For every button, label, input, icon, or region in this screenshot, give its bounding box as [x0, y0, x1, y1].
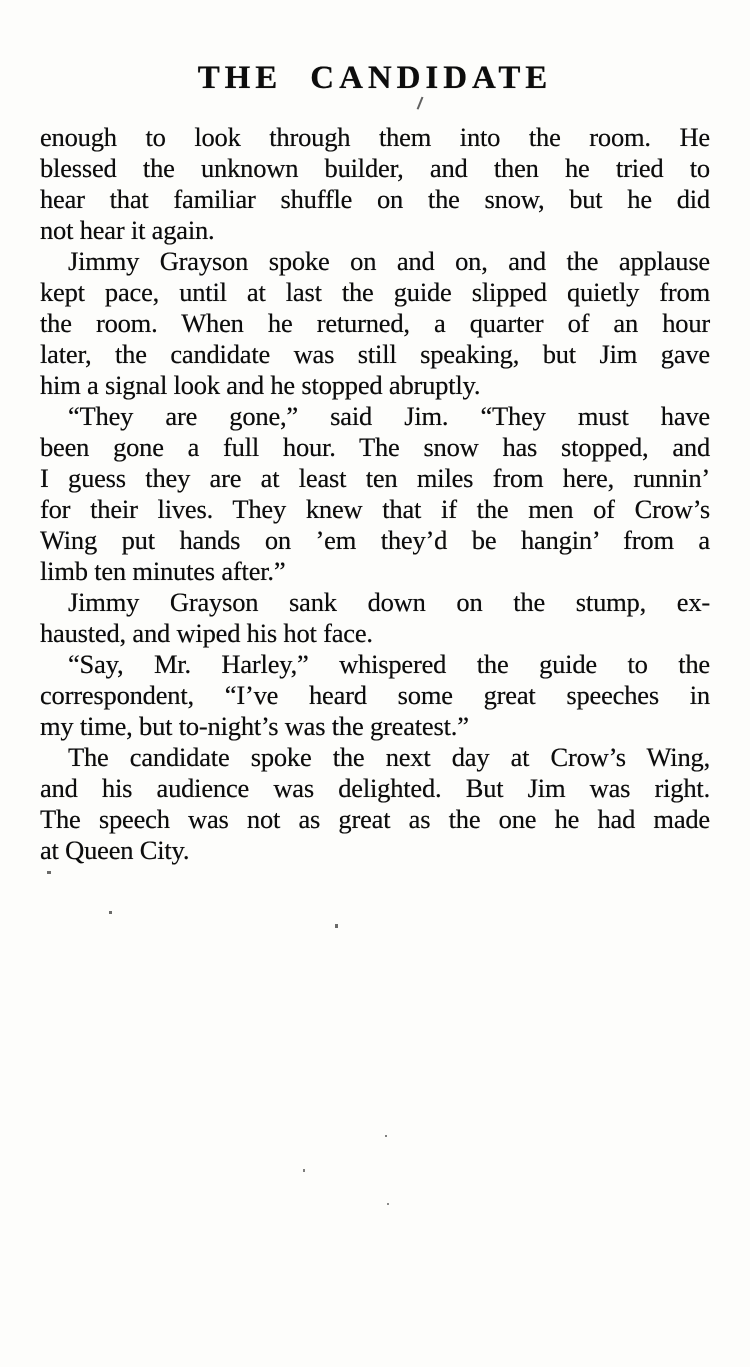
text-line: the room. When he returned, a quarter of an hour: [40, 308, 710, 338]
text-line: later, the candidate was still speaking, but Jim gave: [40, 339, 710, 369]
text-line: my time, but to-night’s was the greatest.”: [40, 711, 469, 741]
text-line: not hear it again.: [40, 215, 215, 245]
text-line: for their lives. They knew that if the men of Crow’s: [40, 494, 710, 524]
scan-artifact: [417, 97, 427, 110]
paragraph: [40, 742, 710, 866]
text-line: The speech was not as great as the one he had made: [40, 804, 710, 834]
text-line: “They are gone,” said Jim. “They must have: [68, 401, 710, 431]
text-line: and his audience was delighted. But Jim was right.: [40, 773, 710, 803]
text-line: The candidate spoke the next day at Crow’s Wing,: [68, 742, 710, 772]
paragraph: [40, 246, 710, 401]
text-line: kept pace, until at last the guide slipped quietly from: [40, 277, 710, 307]
page-body: [40, 122, 710, 866]
scan-artifact: [109, 911, 112, 914]
text-line: hausted, and wiped his hot face.: [40, 618, 373, 648]
paragraph: [40, 122, 710, 246]
page-title: THE CANDIDATE: [197, 60, 553, 96]
text-line: Jimmy Grayson spoke on and on, and the applause: [68, 246, 710, 276]
scan-artifact: [385, 1135, 387, 1137]
text-line: blessed the unknown builder, and then he tried to: [40, 153, 710, 183]
scan-artifact: [335, 924, 338, 928]
scan-artifact: [303, 1169, 305, 1172]
paragraph: [40, 401, 710, 587]
scan-artifact: [387, 1203, 389, 1205]
text-line: Jimmy Grayson sank down on the stump, ex-: [68, 587, 710, 617]
text-line: enough to look through them into the room. He: [40, 122, 710, 152]
text-line: I guess they are at least ten miles from here, runnin’: [40, 463, 710, 493]
text-line: been gone a full hour. The snow has stopped, and: [40, 432, 710, 462]
text-line: “Say, Mr. Harley,” whispered the guide to the: [68, 649, 710, 679]
text-line: at Queen City.: [40, 835, 190, 865]
text-line: him a signal look and he stopped abruptly.: [40, 370, 481, 400]
paragraph: [40, 587, 710, 649]
text-line: correspondent, “I’ve heard some great speeches in: [40, 680, 710, 710]
text-line: limb ten minutes after.”: [40, 556, 286, 586]
scan-artifact: [47, 871, 51, 874]
text-line: hear that familiar shuffle on the snow, but he did: [40, 184, 710, 214]
text-line: Wing put hands on ’em they’d be hangin’ from a: [40, 525, 710, 555]
paragraph: [40, 649, 710, 742]
